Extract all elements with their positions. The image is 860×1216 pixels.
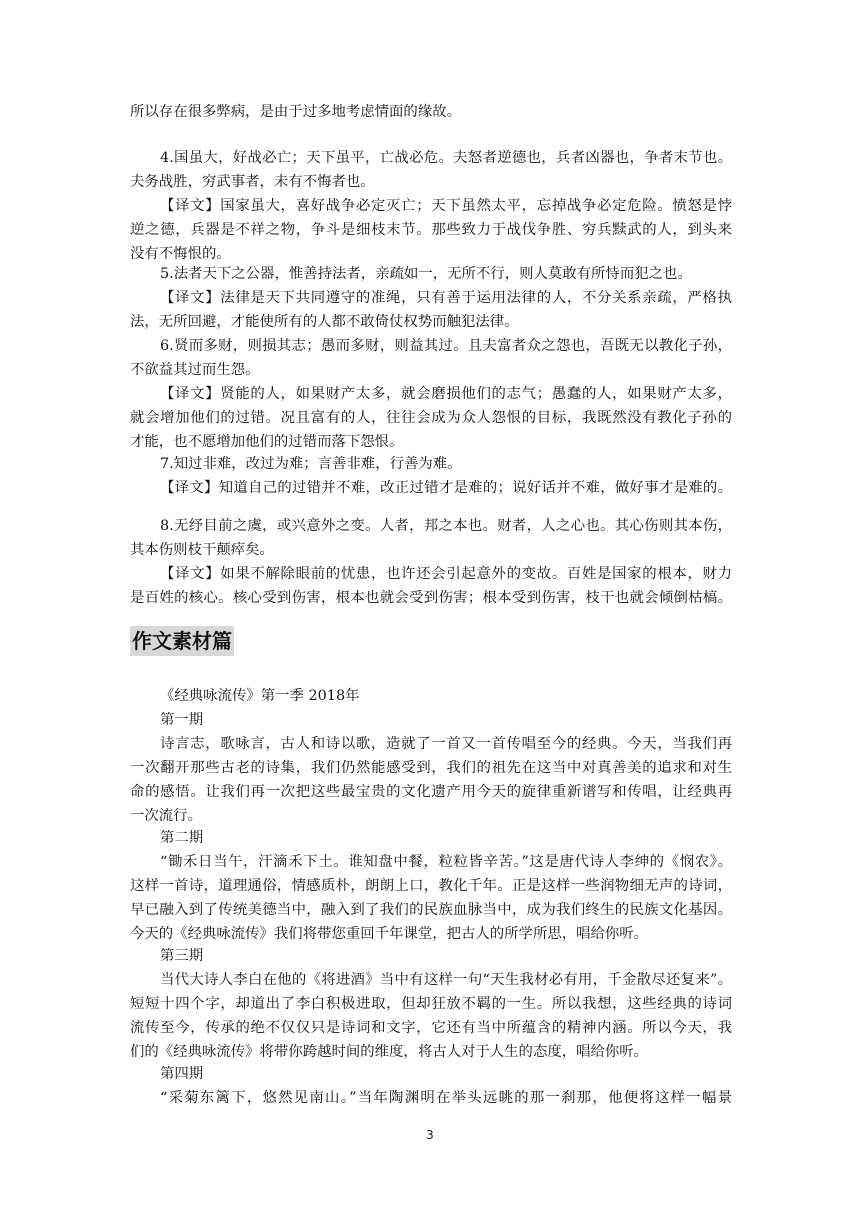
paragraph-continuation (130, 100, 732, 124)
section-heading: 作文素材篇 (130, 626, 234, 656)
episode-line: 当代大诗人李白在他的《将进酒》当中有这样一句“天生我材必有用，千金散尽还复来”。 (160, 972, 732, 988)
translation-line: 【译文】国家虽大，喜好战争必定灭亡；天下虽然太平，忘掉战争必定危险。愤怒是悖 (160, 198, 732, 214)
quote-line: 8.无纾目前之虞，或兴意外之变。人者，邦之本也。财者，人之心也。其心伤则其本伤， (160, 518, 732, 534)
quote-line: 7.知过非难，改过为难；言善非难，行善为难。 (160, 456, 462, 472)
quote-line: 夫务战胜，穷武事者，未有不悔者也。 (130, 174, 375, 190)
episode-title: 第四期 (160, 1066, 204, 1082)
episode-2 (130, 826, 732, 946)
translation-line: 【译文】贤能的人，如果财产太多，就会磨损他们的志气；愚蠢的人，如果财产太多， (160, 386, 732, 402)
episode-line: 们的《经典咏流传》将带你跨越时间的维度，将古人对于人生的态度，唱给你听。 (130, 1044, 649, 1060)
quote-line: 5.法者天下之公器，惟善持法者，亲疏如一，无所不行，则人莫敢有所恃而犯之也。 (160, 266, 692, 282)
translation-line: 是百姓的核心。核心受到伤害，根本也就会受到伤害；根本受到伤害，枝干也就会倾倒枯槁。 (130, 590, 732, 606)
translation-line: 法，无所回避，才能使所有的人都不敢倚仗权势而触犯法律。 (130, 314, 519, 330)
episode-line: 一次翻开那些古老的诗集，我们仍然能感受到，我们的祖先在这当中对真善美的追求和对生 (130, 760, 732, 776)
episode-title: 第一期 (160, 712, 204, 728)
translation-line: 就会增加他们的过错。况且富有的人，往往会成为众人怨恨的目标，我既然没有教化子孙的 (130, 410, 732, 426)
episode-title: 第三期 (160, 948, 204, 964)
translation-line: 逆之德，兵器是不祥之物，争斗是细枝末节。那些致力于战伐争胜、穷兵黩武的人，到头来 (130, 222, 732, 238)
quote-line: 6.贤而多财，则损其志；愚而多财，则益其过。且夫富者众之怨也，吾既无以教化子孙， (160, 338, 732, 354)
episode-line: 短短十四个字，却道出了李白积极进取，但却狂放不羁的一生。所以我想，这些经典的诗词 (130, 996, 732, 1012)
quote-4 (130, 146, 732, 266)
page-number: 3 (426, 1128, 434, 1142)
translation-line: 没有不悔恨的。 (130, 246, 231, 262)
episode-line: 早已融入到了传统美德当中，融入到了我们的民族血脉当中，成为我们终生的民族文化基因。 (130, 902, 732, 918)
translation-line: 【译文】知道自己的过错并不难，改正过错才是难的；说好话并不难，做好事才是难的。 (160, 480, 732, 496)
quote-5 (130, 262, 732, 334)
quote-6 (130, 334, 732, 454)
quote-line: 不欲益其过而生怨。 (130, 362, 260, 378)
episode-line: 一次流行。 (130, 808, 202, 824)
quote-8 (130, 514, 732, 610)
episode-line: 诗言志，歌咏言，古人和诗以歌，造就了一首又一首传唱至今的经典。今天，当我们再 (160, 736, 732, 752)
episode-line: 命的感悟。让我们再一次把这些最宝贵的文化遗产用今天的旋律重新谱写和传唱，让经典再 (130, 784, 732, 800)
episode-line: “采菊东篱下，悠然见南山。”当年陶渊明在举头远眺的那一刹那，他便将这样一幅景 (160, 1090, 732, 1106)
episode-line: “锄禾日当午，汗滴禾下土。谁知盘中餐，粒粒皆辛苦。”这是唐代诗人李绅的《悯农》。 (160, 854, 732, 870)
episode-line: 流传至今，传承的绝不仅仅只是诗词和文字，它还有当中所蕴含的精神内涵。所以今天，我 (130, 1020, 732, 1036)
translation-line: 才能，也不愿增加他们的过错而落下怨恨。 (130, 434, 404, 450)
translation-line: 【译文】如果不解除眼前的忧患，也许还会引起意外的变故。百姓是国家的根本，财力 (160, 566, 732, 582)
episode-title: 第二期 (160, 830, 204, 846)
episode-line: 今天的《经典咏流传》我们将带您重回千年课堂，把古人的所学所思，唱给你听。 (130, 926, 649, 942)
episode-line: 这样一首诗，道理通俗，情感质朴，朗朗上口，教化千年。正是这样一些润物细无声的诗词， (130, 878, 732, 894)
translation-line: 【译文】法律是天下共同遵守的准绳，只有善于运用法律的人，不分关系亲疏，严格执 (160, 290, 732, 306)
quote-line: 其本伤则枝干颠瘁矣。 (130, 542, 274, 558)
quote-7 (130, 452, 732, 500)
section-intro: 《经典咏流传》第一季 2018年 (160, 688, 360, 704)
episode-4 (130, 1062, 732, 1110)
quote-line: 4.国虽大，好战必亡；天下虽平，亡战必危。夫怒者逆德也，兵者凶器也，争者末节也。 (160, 150, 732, 166)
text-line: 所以存在很多弊病，是由于过多地考虑情面的缘故。 (130, 104, 461, 120)
episode-3 (130, 944, 732, 1064)
episode-1 (130, 684, 732, 828)
